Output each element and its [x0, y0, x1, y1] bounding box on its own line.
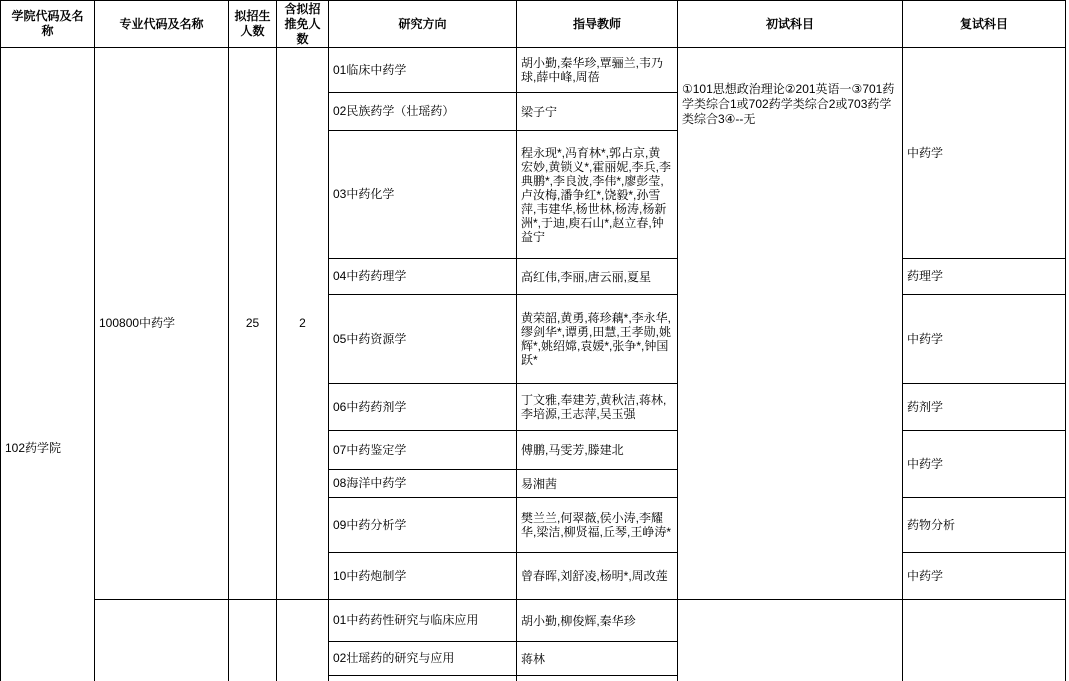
direction-cell: 09中药分析学 [329, 498, 517, 553]
retest-cell: 药物分析 [903, 498, 1066, 553]
header-advisors: 指导教师 [517, 0, 678, 48]
advisors-cell-cut [517, 676, 678, 681]
advisors-cell: 曾春晖,刘舒凌,杨明*,周改莲 [517, 553, 678, 600]
direction-cell: 01中药药性研究与临床应用 [329, 600, 517, 642]
header-exempt-count: 含拟招推免人数 [277, 0, 329, 48]
exempt-count-cell-next [277, 600, 329, 681]
advisors-cell: 丁文雅,奉建芳,黄秋洁,蒋林,李培源,王志萍,吴玉强 [517, 384, 678, 431]
exempt-count-cell: 2 [277, 48, 329, 600]
retest-cell-next [903, 600, 1066, 681]
planned-count-cell: 25 [229, 48, 277, 600]
direction-cell: 03中药化学 [329, 131, 517, 259]
advisors-cell: 高红伟,李丽,唐云丽,夏星 [517, 259, 678, 295]
header-major: 专业代码及名称 [95, 0, 229, 48]
advisors-cell: 胡小勤,柳俊辉,秦华珍 [517, 600, 678, 642]
advisors-cell: 傅鹏,马雯芳,滕建北 [517, 431, 678, 470]
header-retest: 复试科目 [903, 0, 1066, 48]
major-cell-next [95, 600, 229, 681]
direction-cell: 10中药炮制学 [329, 553, 517, 600]
retest-cell: 药剂学 [903, 384, 1066, 431]
major-cell: 100800中药学 [95, 48, 229, 600]
retest-cell: 药理学 [903, 259, 1066, 295]
advisors-cell: 胡小勤,秦华珍,覃骊兰,韦乃球,薛中峰,周蓓 [517, 48, 678, 93]
initial-exam-cell: ①101思想政治理论②201英语一③701药学类综合1或702药学类综合2或703药学类综合3④--无 [678, 48, 903, 600]
advisors-cell: 樊兰兰,何翠薇,侯小涛,李耀华,梁洁,柳贤福,丘琴,王峥涛* [517, 498, 678, 553]
planned-count-cell-next [229, 600, 277, 681]
retest-cell: 中药学 [903, 295, 1066, 384]
header-planned-count: 拟招生人数 [229, 0, 277, 48]
direction-cell: 04中药药理学 [329, 259, 517, 295]
header-direction: 研究方向 [329, 0, 517, 48]
direction-cell-cut [329, 676, 517, 681]
retest-cell: 中药学 [903, 553, 1066, 600]
direction-cell: 01临床中药学 [329, 48, 517, 93]
advisors-cell: 黄荣韶,黄勇,蒋珍藕*,李永华,缪剑华*,谭勇,田慧,王孝勋,姚辉*,姚绍嫦,袁媛*,张争*,钟国跃* [517, 295, 678, 384]
direction-cell: 05中药资源学 [329, 295, 517, 384]
advisors-cell: 蒋林 [517, 642, 678, 676]
direction-cell: 06中药药剂学 [329, 384, 517, 431]
direction-cell: 02民族药学（壮瑶药） [329, 93, 517, 131]
header-initial-exam: 初试科目 [678, 0, 903, 48]
advisors-cell: 易湘茜 [517, 470, 678, 498]
advisors-cell: 梁子宁 [517, 93, 678, 131]
direction-cell: 08海洋中药学 [329, 470, 517, 498]
direction-cell: 02壮瑶药的研究与应用 [329, 642, 517, 676]
college-cell: 102药学院 [0, 48, 95, 681]
retest-cell: 中药学 [903, 48, 1066, 259]
header-college: 学院代码及名称 [0, 0, 95, 48]
direction-cell: 07中药鉴定学 [329, 431, 517, 470]
advisors-cell: 程永现*,冯育林*,郭占京,黄宏妙,黄锁义*,霍丽妮,李兵,李典鹏*,李良波,李伟*,廖彭莹,卢汝梅,潘争红*,饶毅*,孙雪萍,韦建华,杨世林,杨涛,杨新洲*,于迪,庾石山*,赵立春,钟益宁 [517, 131, 678, 259]
initial-exam-cell-next [678, 600, 903, 681]
retest-cell: 中药学 [903, 431, 1066, 498]
